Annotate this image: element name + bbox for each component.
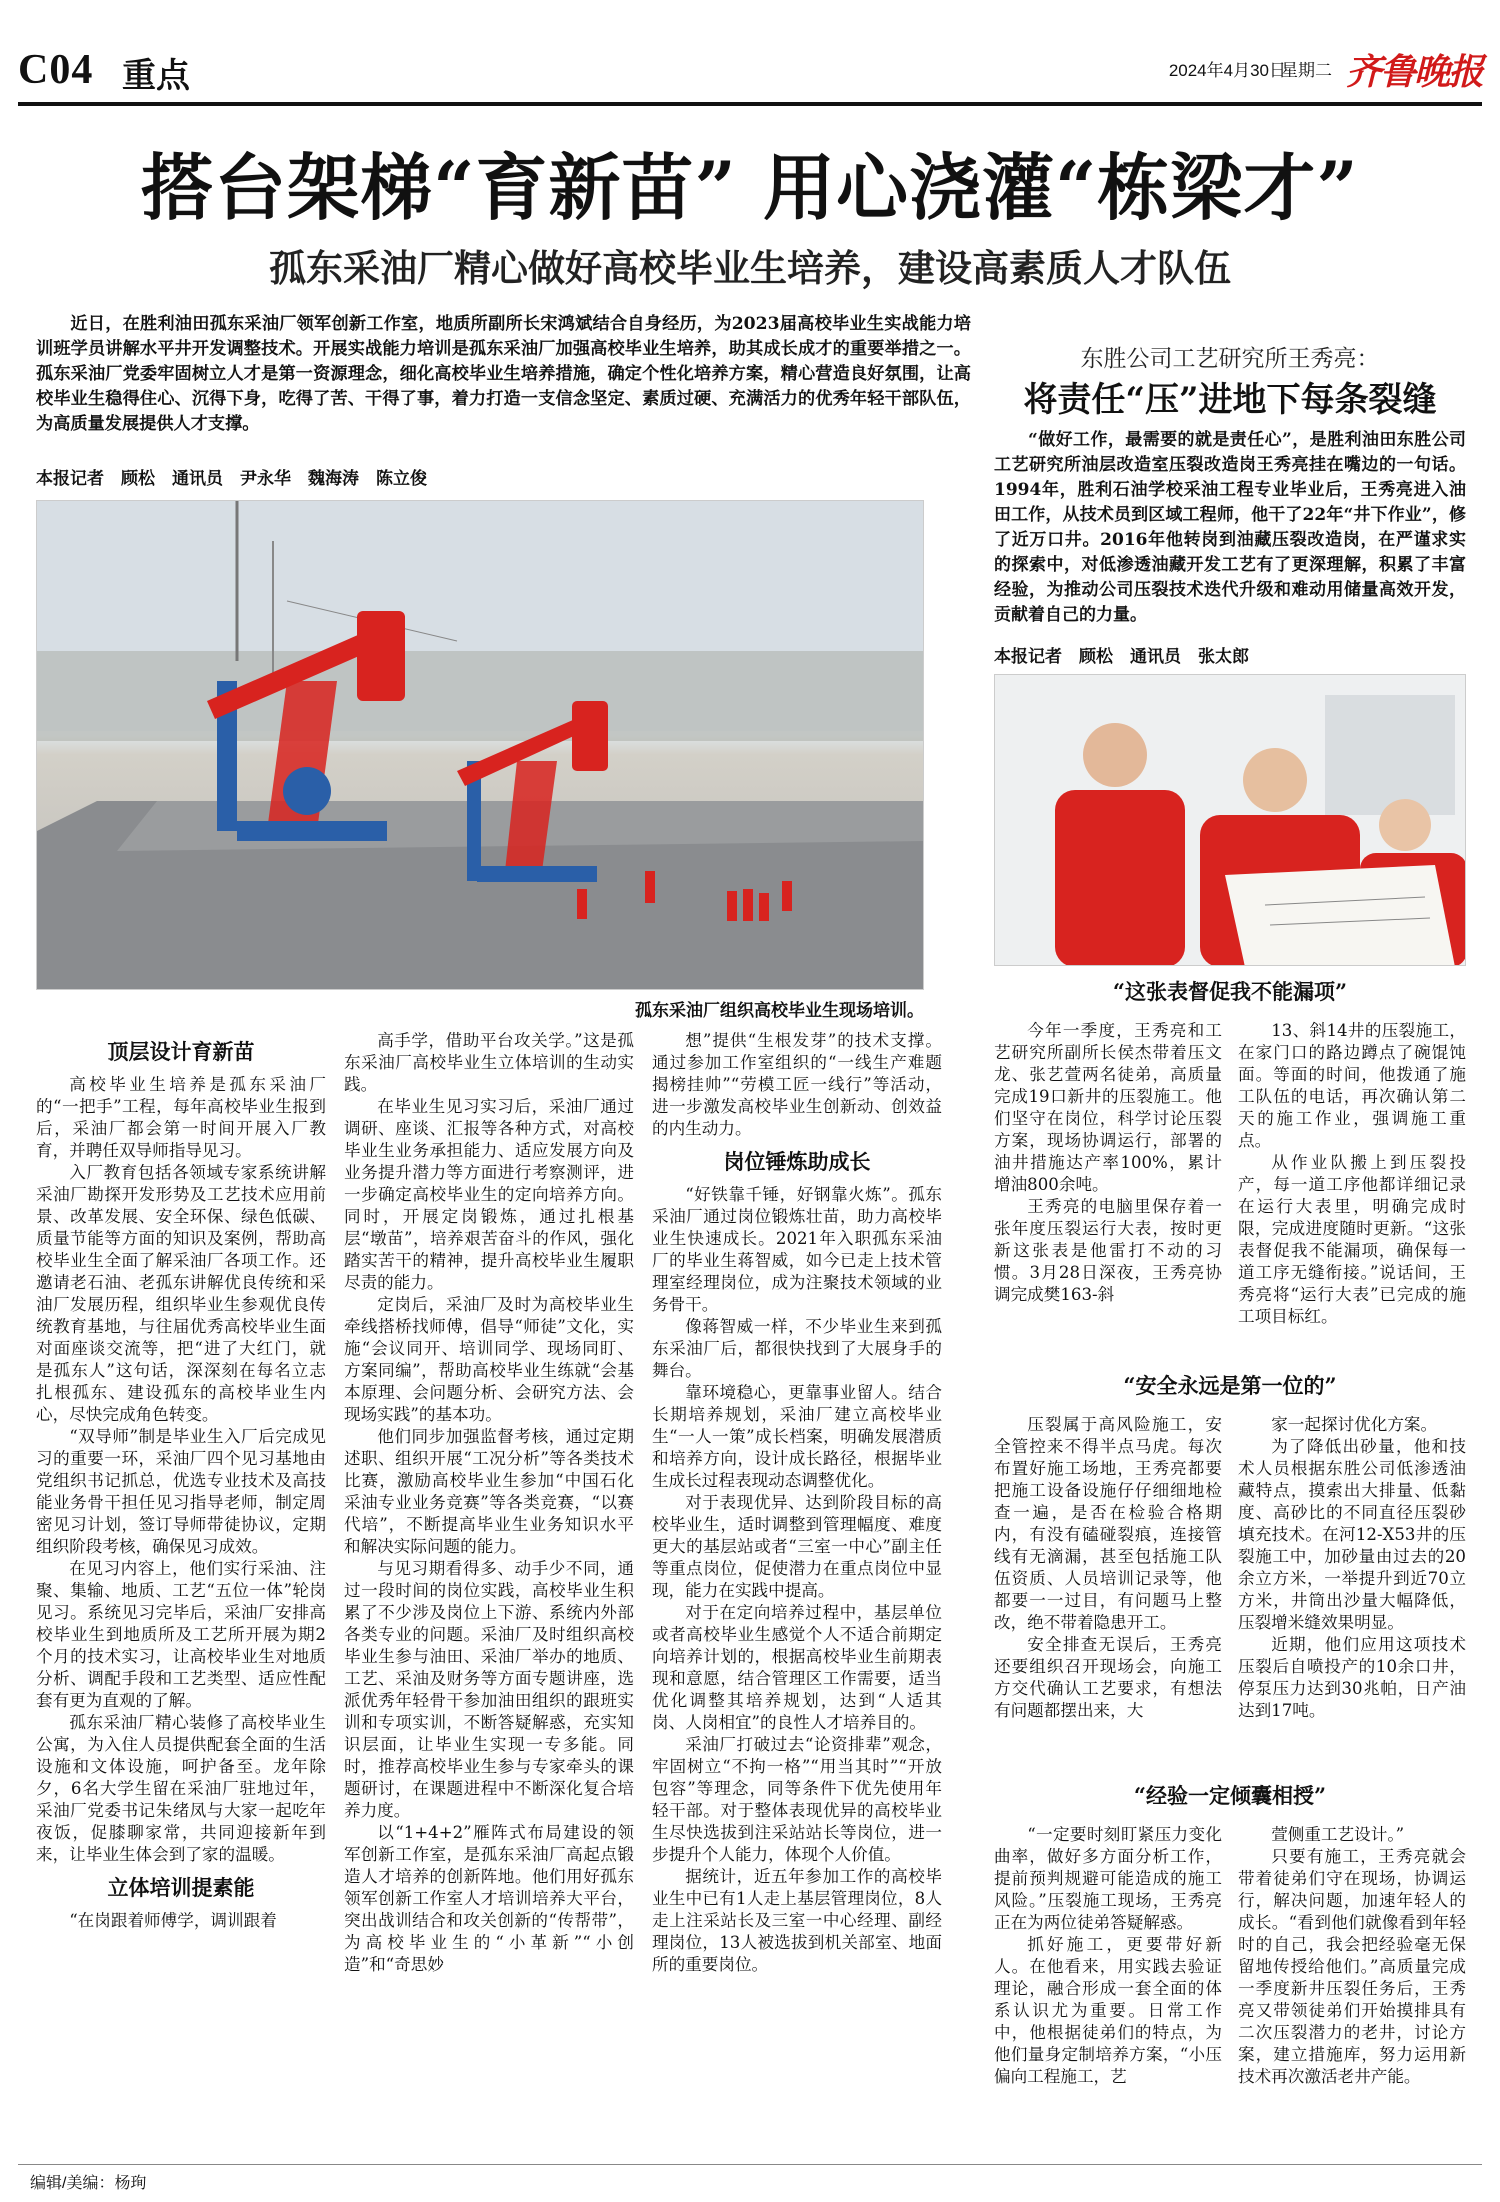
newspaper-masthead: 齐鲁晚报 xyxy=(1345,51,1482,93)
paragraph: 他们同步加强监督考核，通过定期述职、组织开展“工况分析”等各类技术比赛，激励高校毕业生参加“中国石化采油专业业务竞赛”等各类竞赛，“以赛代培”，不断提高毕业生业务知识水平和解决实际问题的能力。 xyxy=(344,1427,634,1556)
sidebar-subheading: “这张表督促我不能漏项” xyxy=(1112,979,1348,1004)
paragraph: 想”提供“生根发芽”的技术支撑。通过参加工作室组织的“一线生产难题揭榜挂帅”“劳模工匠一线行”等活动，进一步激发高校毕业生创新动、创效益的内生动力。 xyxy=(652,1031,942,1138)
paragraph: 对于表现优异、达到阶段目标的高校毕业生，适时调整到管理幅度、难度更大的基层站或者“三室一中心”副主任等重点岗位，促使潜力在重点岗位中显现，能力在实践中提高。 xyxy=(652,1493,942,1600)
page-number: C04 xyxy=(18,47,94,93)
paragraph: 高手学，借助平台攻关学。”这是孤东采油厂高校毕业生立体培训的生动实践。 xyxy=(344,1031,634,1094)
sidebar-column-right xyxy=(1238,1020,1466,1328)
paragraph: “在岗跟着师傅学，调训跟着 xyxy=(69,1911,277,1930)
sidebar-byline: 本报记者 顾松 通讯员 张太郎 xyxy=(994,647,1249,667)
sidebar-column-left xyxy=(994,1824,1222,2088)
section-heading: 顶层设计育新苗 xyxy=(107,1039,255,1064)
article-lead: 近日，在胜利油田孤东采油厂领军创新工作室，地质所副所长宋鸿斌结合自身经历，为2023届高校毕业生实战能力培训班学员讲解水平井开发调整技术。开展实战能力培训是孤东采油厂加强高校毕业生培养，助其成长成才的重要举措之一。孤东采油厂党委牢固树立人才是第一资源理念，细化高校毕业生培养措施，确定个性化培养方案，精心营造良好氛围，让高校毕业生稳得住心、沉得下身，吃得了苦、干得了事，着力打造一支信念坚定、素质过硬、充满活力的优秀年轻干部队伍，为高质量发展提供人才支撑。 xyxy=(36,314,971,434)
issue-date: 2024年4月30日 xyxy=(1168,61,1286,80)
editor-credit: 编辑/美编：杨珣 xyxy=(30,2175,147,2192)
sidebar-column-right xyxy=(1238,1824,1466,2088)
paragraph: 只要有施工，王秀亮就会带着徒弟们守在现场，协调运行，解决问题，加速年轻人的成长。“看到他们就像看到年轻时的自己，我会把经验毫无保留地传授给他们。”高质量完成一季度新井压裂任务后，王秀亮又带领徒弟们开始摸排具有二次压裂潜力的老井，讨论方案，建立措施库，努力运用新技术再次激活老井产能。 xyxy=(1238,1847,1466,2086)
paragraph: 为了降低出砂量，他和技术人员根据东胜公司低渗透油藏特点，摸索出大排量、低黏度、高砂比的不同直径压裂砂填充技术。在河12-X53井的压裂施工中，加砂量由过去的20余立方米，一举提升到近70立方米，井筒出沙量大幅降低，压裂增米缝效果明显。 xyxy=(1238,1437,1466,1632)
sidebar-subheading: “经验一定倾囊相授” xyxy=(1133,1783,1327,1808)
paragraph: 高校毕业生培养是孤东采油厂的“一把手”工程，每年高校毕业生报到后，采油厂都会第一时间开展入厂教育，并聘任双导师指导见习。 xyxy=(36,1075,326,1160)
paragraph: “一定要时刻盯紧压力变化曲率，做好多方面分析工作，提前预判规避可能造成的施工风险。”压裂施工现场，王秀亮正在为两位徒弟答疑解惑。 xyxy=(994,1825,1222,1932)
paragraph: 近期，他们应用这项技术压裂后自喷投产的10余口井，停泵压力达到30兆帕，日产油达到17吨。 xyxy=(1238,1635,1466,1720)
paragraph: 采油厂打破过去“论资排辈”观念，牢固树立“不拘一格”“用当其时”“开放包容”等理念，同等条件下优先使用年轻干部。对于整体表现优异的高校毕业生尽快选拔到注采站站长等岗位，进一步提升个人能力，体现个人价值。 xyxy=(652,1735,942,1864)
engineers-illustration xyxy=(995,675,1466,966)
paragraph: 王秀亮的电脑里保存着一张年度压裂运行大表，按时更新这张表是他雷打不动的习惯。3月28日深夜，王秀亮协调完成樊163-斜 xyxy=(994,1197,1222,1304)
section-heading: 岗位锤炼助成长 xyxy=(723,1149,871,1174)
paragraph: 靠环境稳心，更靠事业留人。结合长期培养规划，采油厂建立高校毕业生“一人一策”成长档案，明确发展潜质和培养方向，设计成长路径，根据毕业生成长过程表现动态调整优化。 xyxy=(652,1383,942,1490)
footer-divider xyxy=(18,2164,1482,2165)
sidebar-column-right xyxy=(1238,1414,1466,1722)
paragraph: “双导师”制是毕业生入厂后完成见习的重要一环，采油厂四个见习基地由党组织书记抓总，优选专业技术及高技能业务骨干担任见习指导老师，制定周密见习计划，签订导师带徒协议，定期组织阶段考核，确保见习成效。 xyxy=(36,1427,326,1556)
paragraph: 像蒋智威一样，不少毕业生来到孤东采油厂后，都很快找到了大展身手的舞台。 xyxy=(652,1317,942,1380)
article-column-3 xyxy=(652,1030,942,1976)
paragraph: 对于在定向培养过程中，基层单位或者高校毕业生感觉个人不适合前期定向培养计划的，根据高校毕业生前期表现和意愿，结合管理区工作需要，适当优化调整其培养规划，达到“人适其岗、人岗相宜”的良性人才培养目的。 xyxy=(652,1603,942,1732)
paragraph: 在见习内容上，他们实行采油、注聚、集输、地质、工艺“五位一体”轮岗见习。系统见习完毕后，采油厂安排高校毕业生到地质所及工艺所开展为期2个月的技术实习，让高校毕业生对地质分析、调配手段和工艺类型、适应性配套有更为直观的了解。 xyxy=(36,1559,326,1710)
sidebar-subheading: “安全永远是第一位的” xyxy=(1123,1373,1337,1398)
paragraph: 萱侧重工艺设计。” xyxy=(1271,1825,1405,1844)
paragraph: 抓好施工，更要带好新人。在他看来，用实践去验证理论，融合形成一套全面的体系认识尤为重要。日常工作中，他根据徒弟们的特点，为他们量身定制培养方案，“小压偏向工程施工，艺 xyxy=(994,1935,1222,2086)
paragraph: 与见习期看得多、动手少不同，通过一段时间的岗位实践，高校毕业生积累了不少涉及岗位上下游、系统内外部各类专业的问题。采油厂及时组织高校毕业生参与油田、采油厂举办的地质、工艺、采油及财务等方面专题讲座，选派优秀年轻骨干参加油田组织的跟班实训和专项实训，不断答疑解惑，充实知识层面，让毕业生实现一专多能。同时，推荐高校毕业生参与专家牵头的课题研讨，在课题进程中不断深化复合培养力度。 xyxy=(344,1559,634,1820)
photo-caption: 孤东采油厂组织高校毕业生现场培训。 xyxy=(635,1001,924,1021)
paragraph: 据统计，近五年参加工作的高校毕业生中已有1人走上基层管理岗位，8人走上注采站长及三室一中心经理、副经理岗位，13人被选拔到机关部室、地面所的重要岗位。 xyxy=(652,1867,942,1974)
page-header xyxy=(18,44,1482,104)
paragraph: 孤东采油厂精心装修了高校毕业生公寓，为入住人员提供配套全面的生活设施和文体设施，呵护备至。龙年除夕，6名大学生留在采油厂驻地过年，采油厂党委书记朱绪凤与大家一起吃年夜饭，促膝聊家常，共同迎接新年到来，让毕业生体会到了家的温暖。 xyxy=(36,1713,326,1864)
sub-headline: 孤东采油厂精心做好高校毕业生培养，建设高素质人才队伍 xyxy=(269,247,1231,290)
section-name: 重点 xyxy=(122,56,190,96)
paragraph: 在毕业生见习实习后，采油厂通过调研、座谈、汇报等各种方式，对高校毕业生业务承担能力、适应发展方向及业务提升潜力等方面进行考察测评，进一步确定高校毕业生的定向培养方向。同时，开展定岗锻炼，通过扎根基层“墩苗”，培养艰苦奋斗的作风，强化踏实苦干的精神，提升高校毕业生履职尽责的能力。 xyxy=(344,1097,634,1292)
paragraph: “好铁靠千锤，好钢靠火炼”。孤东采油厂通过岗位锻炼壮苗，助力高校毕业生快速成长。2021年入职孤东采油厂的毕业生蒋智威，如今已走上技术管理室经理岗位，成为注聚技术领域的业务骨干。 xyxy=(652,1185,942,1314)
sidebar-column-left xyxy=(994,1020,1222,1306)
paragraph: 今年一季度，王秀亮和工艺研究所副所长侯杰带着压文龙、张艺萱两名徒弟，高质量完成19口新井的压裂施工。他们坚守在岗位，科学讨论压裂方案，现场协调运行，部署的油井措施达产率100%，累计增油800余吨。 xyxy=(994,1021,1222,1194)
pump-jack-illustration xyxy=(37,501,924,990)
oilfield-training-photo xyxy=(36,500,924,990)
article-byline: 本报记者 顾松 通讯员 尹永华 魏海涛 陈立俊 xyxy=(36,469,427,489)
article-column-2 xyxy=(344,1030,634,1976)
paragraph: 13、斜14井的压裂施工，在家门口的路边蹲点了碗馄饨面。等面的时间，他拨通了施工队伍的电话，再次确认第二天的施工作业，强调施工重点。 xyxy=(1238,1021,1466,1150)
section-heading: 立体培训提素能 xyxy=(107,1875,255,1900)
sidebar-headline: 将责任“压”进地下每条裂缝 xyxy=(1023,380,1437,420)
paragraph: 压裂属于高风险施工，安全管控来不得半点马虎。每次布置好施工场地，王秀亮都要把施工设备设施仔仔细细地检查一遍，是否在检验合格期内，有没有磕碰裂痕，连接管线有无滴漏，甚至包括施工队伍资质、人员培训记录等，他都要一一过目，有问题马上整改，绝不带着隐患开工。 xyxy=(994,1415,1222,1632)
paragraph: 定岗后，采油厂及时为高校毕业生牵线搭桥找师傅，倡导“师徒”文化，实施“会议同开、培训同学、现场同盯、方案同编”，帮助高校毕业生练就“会基本原理、会问题分析、会研究方法、会现场实践”的基本功。 xyxy=(344,1295,634,1424)
sidebar-lead: “做好工作，最需要的就是责任心”，是胜利油田东胜公司工艺研究所油层改造室压裂改造岗王秀亮挂在嘴边的一句话。1994年，胜利石油学校采油工程专业毕业后，王秀亮进入油田工作，从技术员到区域工程师，他干了22年“井下作业”，修了近万口井。2016年他转岗到油藏压裂改造岗，在严谨求实的探索中，对低渗透油藏开发工艺有了更深理解，积累了丰富经验，为推动公司压裂技术迭代升级和难动用储量高效开发，贡献着自己的力量。 xyxy=(994,430,1466,625)
article-column-1 xyxy=(36,1030,326,1932)
paragraph: 家一起探讨优化方案。 xyxy=(1271,1415,1438,1434)
paragraph: 以“1+4+2”雁阵式布局建设的领军创新工作室，是孤东采油厂高起点锻造人才培养的创新阵地。他们用好孤东领军创新工作室人才培训培养大平台，突出战训结合和攻关创新的“传帮带”，为高校毕业生的“小革新”“小创造”和“奇思妙 xyxy=(344,1823,634,1974)
paragraph: 从作业队搬上到压裂投产，每一道工序他都详细记录在运行大表里，明确完成时限，完成进度随时更新。“这张表督促我不能漏项，确保每一道工序无缝衔接。”说话间，王秀亮将“运行大表”已完成的施工项目标红。 xyxy=(1238,1153,1466,1326)
paragraph: 安全排查无误后，王秀亮还要组织召开现场会，向施工方交代确认工艺要求，有想法有问题都摆出来，大 xyxy=(994,1635,1222,1720)
sidebar-kicker: 东胜公司工艺研究所王秀亮： xyxy=(1080,346,1380,372)
issue-weekday: 星期二 xyxy=(1281,61,1332,80)
engineers-photo xyxy=(994,674,1466,966)
sidebar-column-left xyxy=(994,1414,1222,1722)
paragraph: 入厂教育包括各领域专家系统讲解采油厂勘探开发形势及工艺技术应用前景、改革发展、安全环保、绿色低碳、质量节能等方面的知识及案例，帮助高校毕业生全面了解采油厂各项工作。还邀请老石油、老孤东讲解优良传统和采油厂发展历程，组织毕业生参观优良传统教育基地，与往届优秀高校毕业生面对面座谈交流等，把“进了大红门，就是孤东人”这句话，深深刻在每名立志扎根孤东、建设孤东的高校毕业生内心，尽快完成角色转变。 xyxy=(36,1163,326,1424)
header-divider xyxy=(18,102,1482,106)
main-headline: 搭台架梯“育新苗” 用心浇灌“栋梁才” xyxy=(141,145,1359,230)
